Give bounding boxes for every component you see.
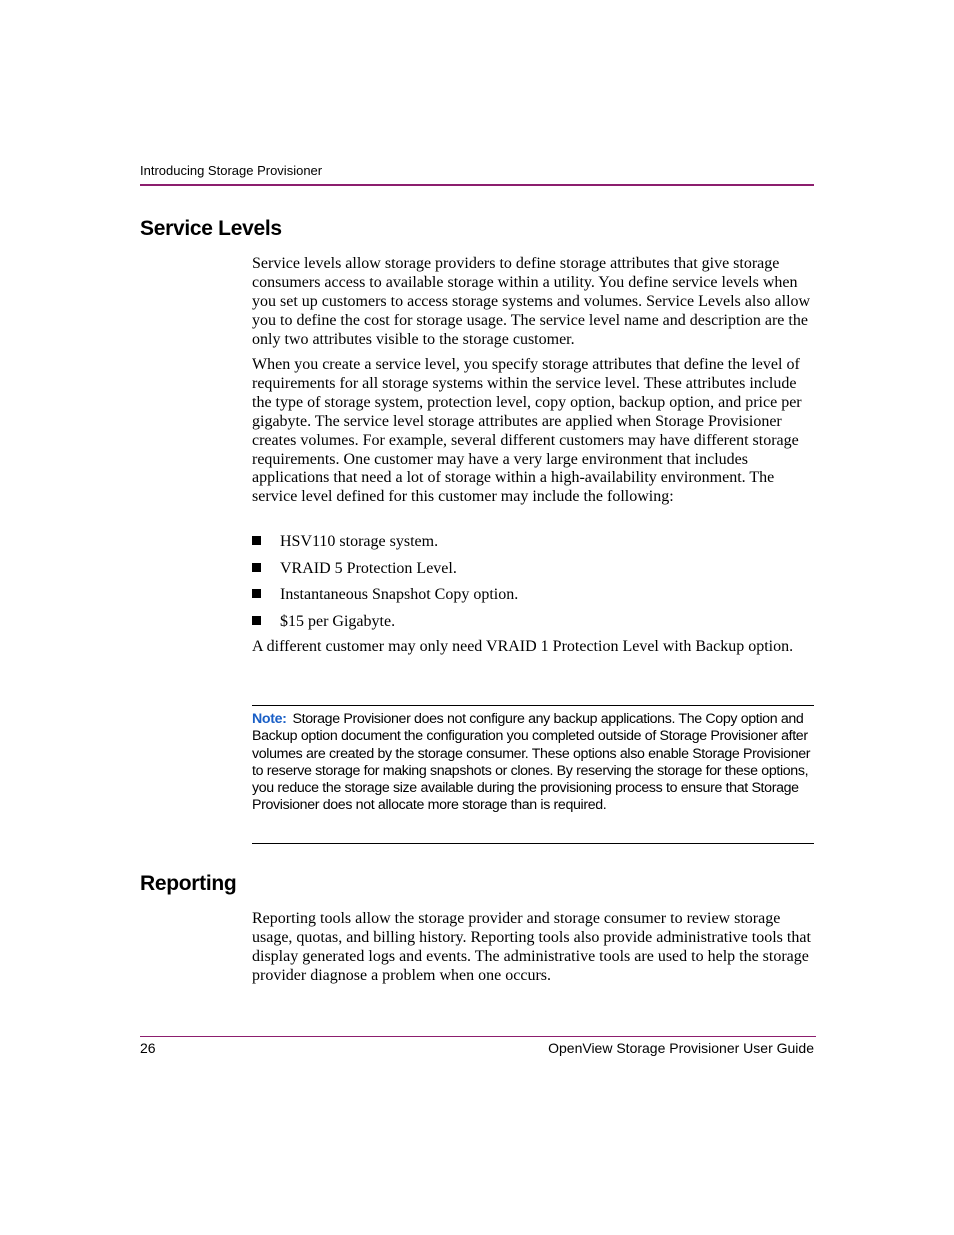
header-rule [140,184,814,186]
service-levels-paragraph-1: Service levels allow storage providers to define storage attributes that give storage consumers access to available storage within a utility. You define service levels when you set up customers to access storage systems and volumes. Service Levels also allow you to define the cost for storage usage. The service level name and description are the only two attributes visible to the storage customer. [252,255,811,348]
note-top-rule [252,705,814,706]
service-levels-paragraph-3: A different customer may only need VRAID 1 Protection Level with Backup option. [252,638,794,655]
bullet-icon [252,536,261,545]
reporting-paragraph-1: Reporting tools allow the storage provider and storage consumer to review storage usage, quotas, and billing history. Reporting tools also provide administrative tools that display generated logs and events. The administrative tools are used to help the storage provider diagnose a problem when one occurs. [252,910,811,984]
bullet-list-item [252,559,814,578]
bullet-text: VRAID 5 Protection Level. [280,560,457,577]
bullet-icon [252,563,261,572]
bullet-text: $15 per Gigabyte. [280,613,396,630]
running-header: Introducing Storage Provisioner [140,163,323,178]
footer-guide-title: OpenView Storage Provisioner User Guide [548,1040,814,1056]
page-number: 26 [140,1040,156,1056]
bullet-list-item [252,585,814,604]
section-title-service-levels: Service Levels [140,217,282,240]
note-block [252,711,814,815]
bullet-text: HSV110 storage system. [280,533,439,550]
bullet-text: Instantaneous Snapshot Copy option. [280,586,519,603]
note-body: Storage Provisioner does not configure any backup applications. The Copy option and Backup option document the configuration you completed outside of Storage Provisioner after volumes are created by the storage consumer. These options also enable Storage Provisioner to reserve storage for making snapshots or clones. By reserving the storage for these options, you reduce the storage size available during the provisioning process to ensure that Storage Provisioner does not allocate more storage than is required. [252,711,811,814]
note-label: Note: [252,711,287,727]
section-title-reporting: Reporting [140,872,237,895]
footer-rule [140,1036,816,1037]
bullet-icon [252,616,261,625]
bullet-list-item [252,612,814,631]
bullet-list-item [252,532,814,551]
service-levels-paragraph-2: When you create a service level, you specify storage attributes that define the level of requirements for all storage systems within the service level. These attributes include the type of storage system, protection level, copy option, backup option, and price per gigabyte. The service level storage attributes are applied when Storage Provisioner creates volumes. For example, several different customers may have different storage requirements. One customer may have a very large environment that includes applications that need a lot of storage within a high-availability environment. The service level defined for this customer may include the following: [252,356,802,506]
bullet-icon [252,589,261,598]
note-bottom-rule [252,843,814,844]
